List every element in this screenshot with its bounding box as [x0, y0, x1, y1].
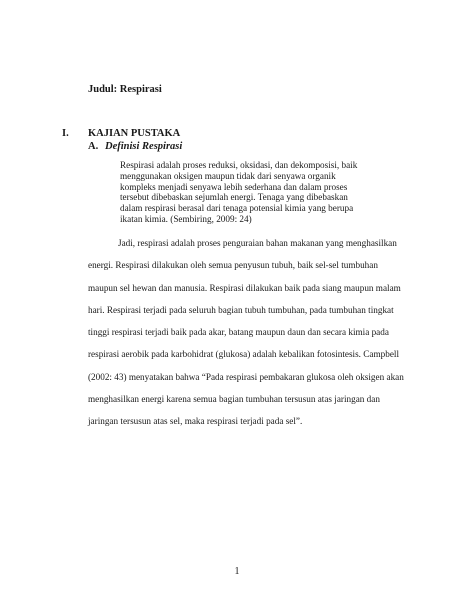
body-line: tinggi respirasi terjadi baik pada akar, batang maupun daun dan secara kimia pada — [88, 327, 389, 338]
subsection-letter: A. — [88, 141, 99, 152]
body-line: jaringan tersusun atas sel, maka respirasi terjadi pada sel”. — [88, 416, 303, 427]
body-line: respirasi aerobik pada karbohidrat (glukosa) adalah kebalikan fotosintesis. Campbell — [88, 349, 400, 360]
quote-line: kompleks menjadi senyawa lebih sederhana dan dalam proses — [120, 181, 348, 192]
subsection-title: Definisi Respirasi — [105, 141, 183, 152]
page-number: 1 — [234, 566, 240, 577]
quote-line: Respirasi adalah proses reduksi, oksidasi, dan dekomposisi, baik — [120, 160, 358, 170]
block-quote — [120, 160, 410, 225]
body-line: energi. Respirasi dilakukan oleh semua penyusun tubuh, baik sel-sel tumbuhan — [88, 260, 378, 271]
body-line: hari. Respirasi terjadi pada seluruh bagian tubuh tumbuhan, pada tumbuhan tingkat — [88, 304, 394, 315]
section-heading — [62, 128, 180, 139]
body-line: (2002: 43) menyatakan bahwa “Pada respirasi pembakaran glukosa oleh oksigen akan — [88, 371, 404, 382]
body-line: Jadi, respirasi adalah proses penguraian bahan makanan yang menghasilkan — [118, 238, 397, 248]
body-line: maupun sel hewan dan manusia. Respirasi dilakukan baik pada siang maupun malam — [88, 282, 401, 293]
body-line: menghasilkan energi karena semua bagian tumbuhan tersusun atas jaringan dan — [88, 394, 380, 405]
quote-line: dalam respirasi berasal dari tenaga potensial kimia yang berupa — [120, 203, 354, 214]
section-title: KAJIAN PUSTAKA — [88, 128, 181, 139]
section-number: I. — [62, 128, 69, 139]
quote-line: ikatan kimia. (Sembiring, 2009: 24) — [120, 213, 252, 224]
body-paragraph — [88, 232, 428, 433]
subsection-heading — [88, 141, 182, 152]
quote-line: menggunakan oksigen maupun tidak dari senyawa organik — [120, 170, 336, 181]
document-title: Judul: Respirasi — [88, 84, 162, 95]
quote-line: tersebut dibebaskan sejumlah energi. Tenaga yang dibebaskan — [120, 192, 348, 203]
